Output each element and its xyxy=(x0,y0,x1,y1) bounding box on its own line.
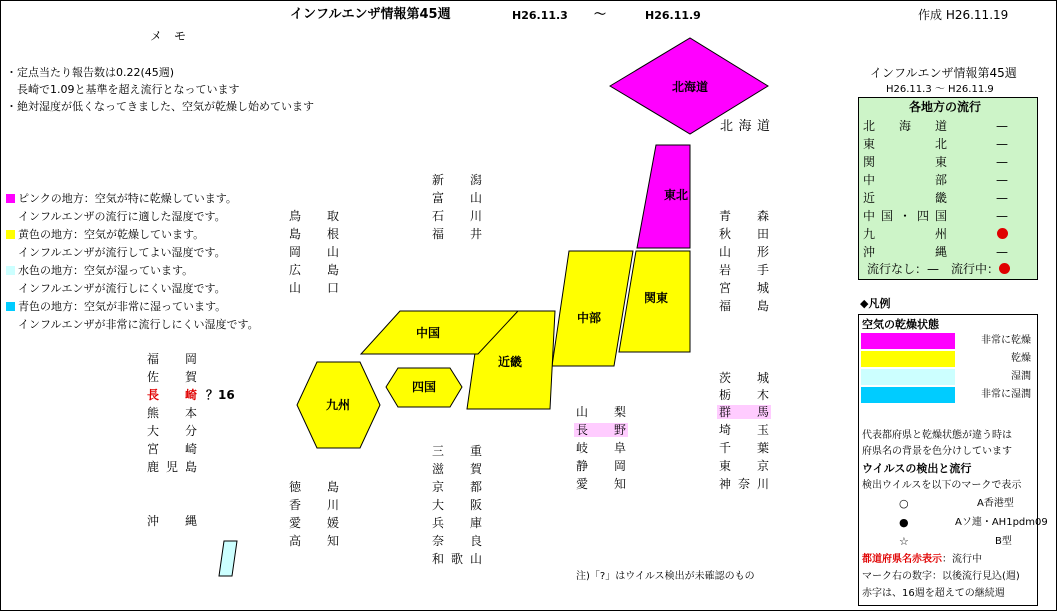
color-note-desc: インフルエンザが非常に流行しにくい湿度です。 xyxy=(18,318,259,331)
legend-box xyxy=(858,314,1048,606)
memo-heading: メ モ xyxy=(150,29,187,43)
red-display-note: 都道府県名赤表示：流行中 xyxy=(862,554,982,565)
memo-line: 長崎で1.09と基準を超え流行となっています xyxy=(6,83,240,96)
pref-gifu: 岐 阜 xyxy=(576,441,626,455)
color-note-blue: 青色の地方：空気が非常に湿っています。 xyxy=(6,300,226,313)
pref-wakayama: 和歌山 xyxy=(432,552,482,566)
pref-ishikawa: 石 川 xyxy=(432,209,482,223)
memo-line: ・定点当たり報告数は0.22(45週) xyxy=(6,66,175,79)
status-row: 北海道 — xyxy=(863,119,1008,133)
pref-shimane: 島 根 xyxy=(289,227,339,241)
status-row: 近畿 — xyxy=(863,191,1008,205)
mark-label: A香港型 xyxy=(977,498,1014,509)
pref-miyagi: 宮 城 xyxy=(719,281,769,295)
mark-right-note: マーク右の数字：以後流行見込(週) xyxy=(862,571,1020,582)
pref-akita: 秋 田 xyxy=(719,227,769,241)
star-icon: ☆ xyxy=(899,535,909,548)
region-label-chubu: 中部 xyxy=(576,311,602,325)
pref-kumamoto: 熊 本 xyxy=(147,406,197,420)
legend-swatch xyxy=(861,387,955,403)
pref-kanagawa: 神奈川 xyxy=(719,477,769,491)
legend-swatch-label: 乾燥 xyxy=(1011,353,1031,364)
pref-toyama: 富 山 xyxy=(432,191,482,205)
region-label-kyushu: 九州 xyxy=(325,398,351,412)
date-tilde: ～ xyxy=(594,7,607,21)
pref-fukui: 福 井 xyxy=(432,227,482,241)
status-row: 東北 — xyxy=(863,137,1008,151)
region-label-chugoku: 中国 xyxy=(415,326,441,340)
status-row: 中国・四国 — xyxy=(863,209,1008,223)
pref-hyogo: 兵 庫 xyxy=(432,516,482,530)
pref-saga: 佐 賀 xyxy=(147,370,197,384)
epidemic-dot-icon xyxy=(997,228,1008,239)
region-label-kinki: 近畿 xyxy=(497,355,523,369)
pref-nagasaki: 長 崎 xyxy=(147,388,197,402)
pref-tottori: 鳥 取 xyxy=(289,209,339,223)
pref-shiga: 滋 賀 xyxy=(432,462,482,476)
date-from: H26.11.3 xyxy=(512,9,568,22)
status-box-title: 各地方の流行 xyxy=(909,100,982,114)
hollow-circle-icon: ○ xyxy=(899,497,909,510)
legend-note: 府県名の背景を色分けしています xyxy=(862,446,1012,457)
dryness-title: 空気の乾燥状態 xyxy=(862,318,939,331)
pref-hokkaido: 北海道 xyxy=(720,119,770,134)
color-note-desc: インフルエンザが流行しにくい湿度です。 xyxy=(18,282,226,295)
pref-yamagata: 山 形 xyxy=(719,245,769,259)
color-note-desc: インフルエンザの流行に適した湿度です。 xyxy=(18,210,226,223)
pref-tochigi: 栃 木 xyxy=(719,388,769,402)
pref-nara: 奈 良 xyxy=(432,534,482,548)
pref-tokushima: 徳 島 xyxy=(289,480,339,494)
color-note-desc: インフルエンザが流行してよい湿度です。 xyxy=(18,246,226,259)
status-row: 九州 xyxy=(863,226,1033,242)
filled-circle-icon: ● xyxy=(899,516,909,529)
epidemic-status-box xyxy=(858,97,1038,280)
page-title: インフルエンザ情報第45週 xyxy=(290,7,451,22)
pref-yamanashi: 山 梨 xyxy=(576,405,626,419)
pref-ehime: 愛 媛 xyxy=(289,516,339,530)
pref-fukuoka: 福 岡 xyxy=(147,352,197,366)
pref-kochi: 高 知 xyxy=(289,534,339,548)
region-label-hokkaido: 北海道 xyxy=(671,80,709,94)
status-footer: 流行なし：— 流行中： xyxy=(867,262,1010,276)
pref-miyazaki: 宮 崎 xyxy=(147,442,197,456)
legend-swatch-label: 湿潤 xyxy=(1011,371,1031,382)
pref-nagano: 長 野 xyxy=(576,423,626,437)
epidemic-dot-icon xyxy=(999,263,1010,274)
nagasaki-forecast-mark: ？16 xyxy=(206,388,235,402)
region-okinawa xyxy=(219,541,237,576)
pref-shizuoka: 静 岡 xyxy=(576,459,626,473)
pref-hiroshima: 広 島 xyxy=(289,263,339,277)
virus-title: ウイルスの検出と流行 xyxy=(862,462,972,475)
legend-swatch-label: 非常に乾燥 xyxy=(981,335,1031,346)
color-note-lightblue: 水色の地方：空気が湿っています。 xyxy=(6,264,193,277)
footnote: 注)「?」はウイルス検出が未確認のもの xyxy=(576,571,755,582)
status-row: 関東 — xyxy=(863,155,1008,169)
pref-niigata: 新 潟 xyxy=(432,173,482,187)
date-to: H26.11.9 xyxy=(645,9,701,22)
created-date: 作成 H26.11.19 xyxy=(918,8,1009,22)
legend-swatch xyxy=(861,351,955,367)
pref-kagoshima: 鹿児島 xyxy=(147,460,197,474)
red-number-note: 赤字は、16週を超えての継続週 xyxy=(862,588,1005,599)
right-panel-title: インフルエンザ情報第45週 xyxy=(870,66,1017,80)
pref-yamaguchi: 山 口 xyxy=(289,281,339,295)
pref-kyoto: 京 都 xyxy=(432,480,482,494)
memo-line: ・絶対湿度が低くなってきました、空気が乾燥し始めています xyxy=(6,100,314,113)
pref-aichi: 愛 知 xyxy=(576,477,626,491)
status-row: 中部 — xyxy=(863,173,1008,187)
pref-fukushima: 福 島 xyxy=(719,299,769,313)
pref-mie: 三 重 xyxy=(432,444,482,458)
pref-okinawa: 沖 縄 xyxy=(147,514,197,528)
color-note-pink: ピンクの地方：空気が特に乾燥しています。 xyxy=(6,192,237,205)
pref-osaka: 大 阪 xyxy=(432,498,482,512)
pref-tokyo: 東 京 xyxy=(719,459,769,473)
pref-ibaraki: 茨 城 xyxy=(719,371,769,385)
pref-oita: 大 分 xyxy=(147,424,197,438)
pref-okayama: 岡 山 xyxy=(289,245,339,259)
color-note-yellow: 黄色の地方：空気が乾燥しています。 xyxy=(6,228,204,241)
legend-swatch xyxy=(861,369,955,385)
pref-aomori: 青 森 xyxy=(719,209,769,223)
mark-label: Aソ連・AH1pdm09 xyxy=(955,517,1048,528)
legend-swatch xyxy=(861,333,955,349)
virus-note: 検出ウイルスを以下のマークで表示 xyxy=(862,480,1022,491)
legend-swatch-label: 非常に湿潤 xyxy=(981,389,1031,400)
pref-saitama: 埼 玉 xyxy=(719,423,769,437)
region-label-shikoku: 四国 xyxy=(411,380,437,394)
pref-gunma: 群 馬 xyxy=(719,405,769,419)
region-label-kanto: 関東 xyxy=(643,291,669,305)
pref-kagawa: 香 川 xyxy=(289,498,339,512)
right-panel-dates: H26.11.3 ～ H26.11.9 xyxy=(886,84,994,95)
status-row: 沖縄 — xyxy=(863,245,1008,259)
mark-label: B型 xyxy=(995,536,1012,547)
region-label-tohoku: 東北 xyxy=(663,188,689,202)
legend-title: ◆凡例 xyxy=(860,297,891,310)
pref-iwate: 岩 手 xyxy=(719,263,769,277)
pref-chiba: 千 葉 xyxy=(719,441,769,455)
legend-note: 代表都府県と乾燥状態が違う時は xyxy=(862,430,1012,441)
